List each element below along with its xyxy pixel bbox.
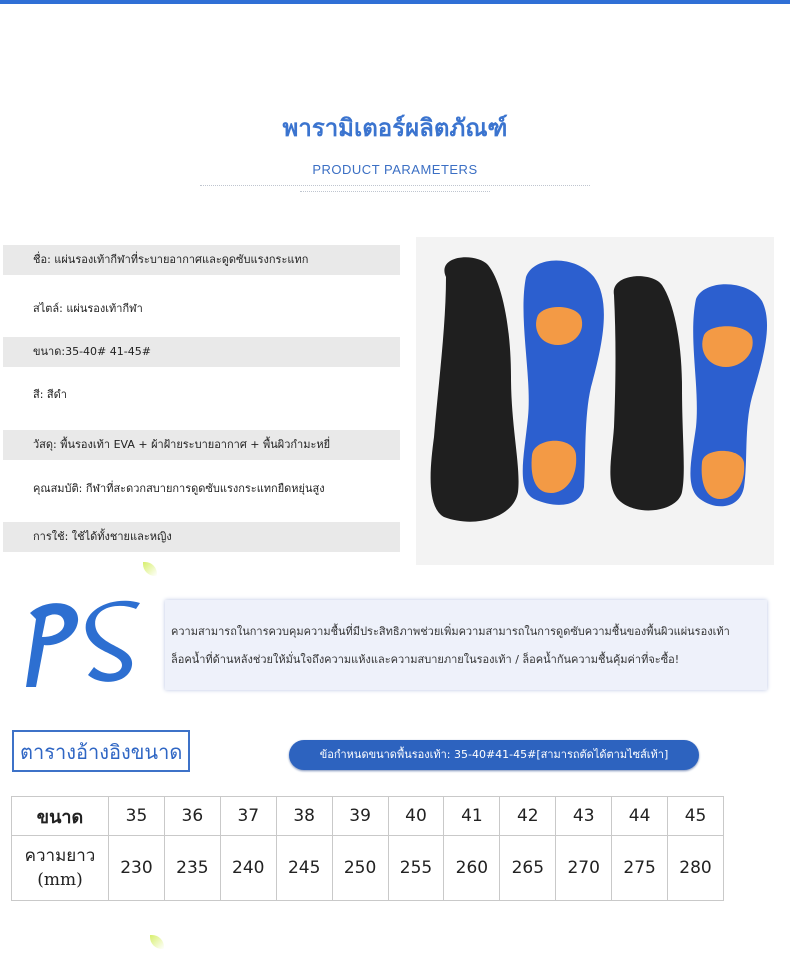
- size-cell: 41: [444, 797, 500, 836]
- spec-size: ขนาด:35-40# 41-45#: [3, 337, 400, 367]
- black-insole-left: [431, 257, 519, 521]
- page-subtitle: PRODUCT PARAMETERS: [312, 162, 478, 177]
- size-table: [11, 796, 724, 901]
- length-unit: (mm): [37, 870, 83, 891]
- table-row: [12, 797, 724, 836]
- length-cell: 260: [444, 836, 500, 901]
- length-row-label: [12, 836, 109, 901]
- size-cell: 35: [109, 797, 165, 836]
- black-insole-right: [610, 276, 683, 510]
- spec-features: คุณสมบัติ: กีฬาที่สะดวกสบายการดูดซับแรงกระแทกยืดหยุ่นสูง: [33, 482, 325, 495]
- length-cell: 235: [164, 836, 220, 901]
- spec-material: วัสดุ: พื้นรองเท้า EVA + ผ้าฝ้ายระบายอากาศ + พื้นผิวกำมะหยี่: [3, 430, 400, 460]
- blue-insole-left: [523, 261, 604, 505]
- length-cell: 240: [220, 836, 276, 901]
- spec-name: ชื่อ: แผ่นรองเท้ากีฬาที่ระบายอากาศและดูดซับแรงกระแทก: [3, 245, 400, 275]
- decorative-fineprint: [300, 191, 490, 195]
- size-chart-heading: ตารางอ้างอิงขนาด: [12, 730, 190, 772]
- ps-line-1: ความสามารถในการควบคุมความชื้นที่มีประสิทธิภาพช่วยเพิ่มความสามารถในการดูดซับความชื้นของพื้นผิวแผ่นรองเท้า: [171, 625, 730, 638]
- length-cell: 230: [109, 836, 165, 901]
- page-title: พารามิเตอร์ผลิตภัณฑ์: [282, 113, 508, 142]
- length-cell: 280: [668, 836, 724, 901]
- ps-description-box: [165, 600, 767, 690]
- size-row-label: ขนาด: [12, 797, 109, 836]
- length-cell: 265: [500, 836, 556, 901]
- length-cell: 275: [612, 836, 668, 901]
- decorative-fineprint: [200, 185, 590, 189]
- leaf-decoration: [143, 562, 157, 576]
- size-cell: 40: [388, 797, 444, 836]
- product-photo: [416, 237, 774, 565]
- blue-insole-right: [690, 284, 767, 506]
- size-cell: 45: [668, 797, 724, 836]
- size-spec-pill: ข้อกำหนดขนาดพื้นรองเท้า: 35-40#41-45#[สามารถตัดได้ตามไซส์เท้า]: [289, 740, 699, 770]
- spec-color: สี: สีดำ: [33, 388, 67, 401]
- size-cell: 38: [276, 797, 332, 836]
- table-row: [12, 836, 724, 901]
- leaf-decoration: [150, 935, 164, 949]
- spec-usage: การใช้: ใช้ได้ทั้งชายและหญิง: [3, 522, 400, 552]
- ps-logo: [18, 595, 158, 695]
- length-label: ความยาว: [24, 846, 96, 867]
- length-cell: 245: [276, 836, 332, 901]
- size-cell: 36: [164, 797, 220, 836]
- length-cell: 255: [388, 836, 444, 901]
- size-cell: 44: [612, 797, 668, 836]
- spec-style: สไตล์: แผ่นรองเท้ากีฬา: [33, 302, 143, 315]
- length-cell: 250: [332, 836, 388, 901]
- top-accent-bar: [0, 0, 790, 4]
- ps-line-2: ล็อคน้ำที่ด้านหลังช่วยให้มั่นใจถึงความแห้งและความสบายภายในรองเท้า / ล็อคน้ำกันความชื้นคุ้มค่าที่จะซื้อ!: [171, 653, 680, 666]
- size-cell: 43: [556, 797, 612, 836]
- size-cell: 42: [500, 797, 556, 836]
- length-cell: 270: [556, 836, 612, 901]
- size-cell: 37: [220, 797, 276, 836]
- size-cell: 39: [332, 797, 388, 836]
